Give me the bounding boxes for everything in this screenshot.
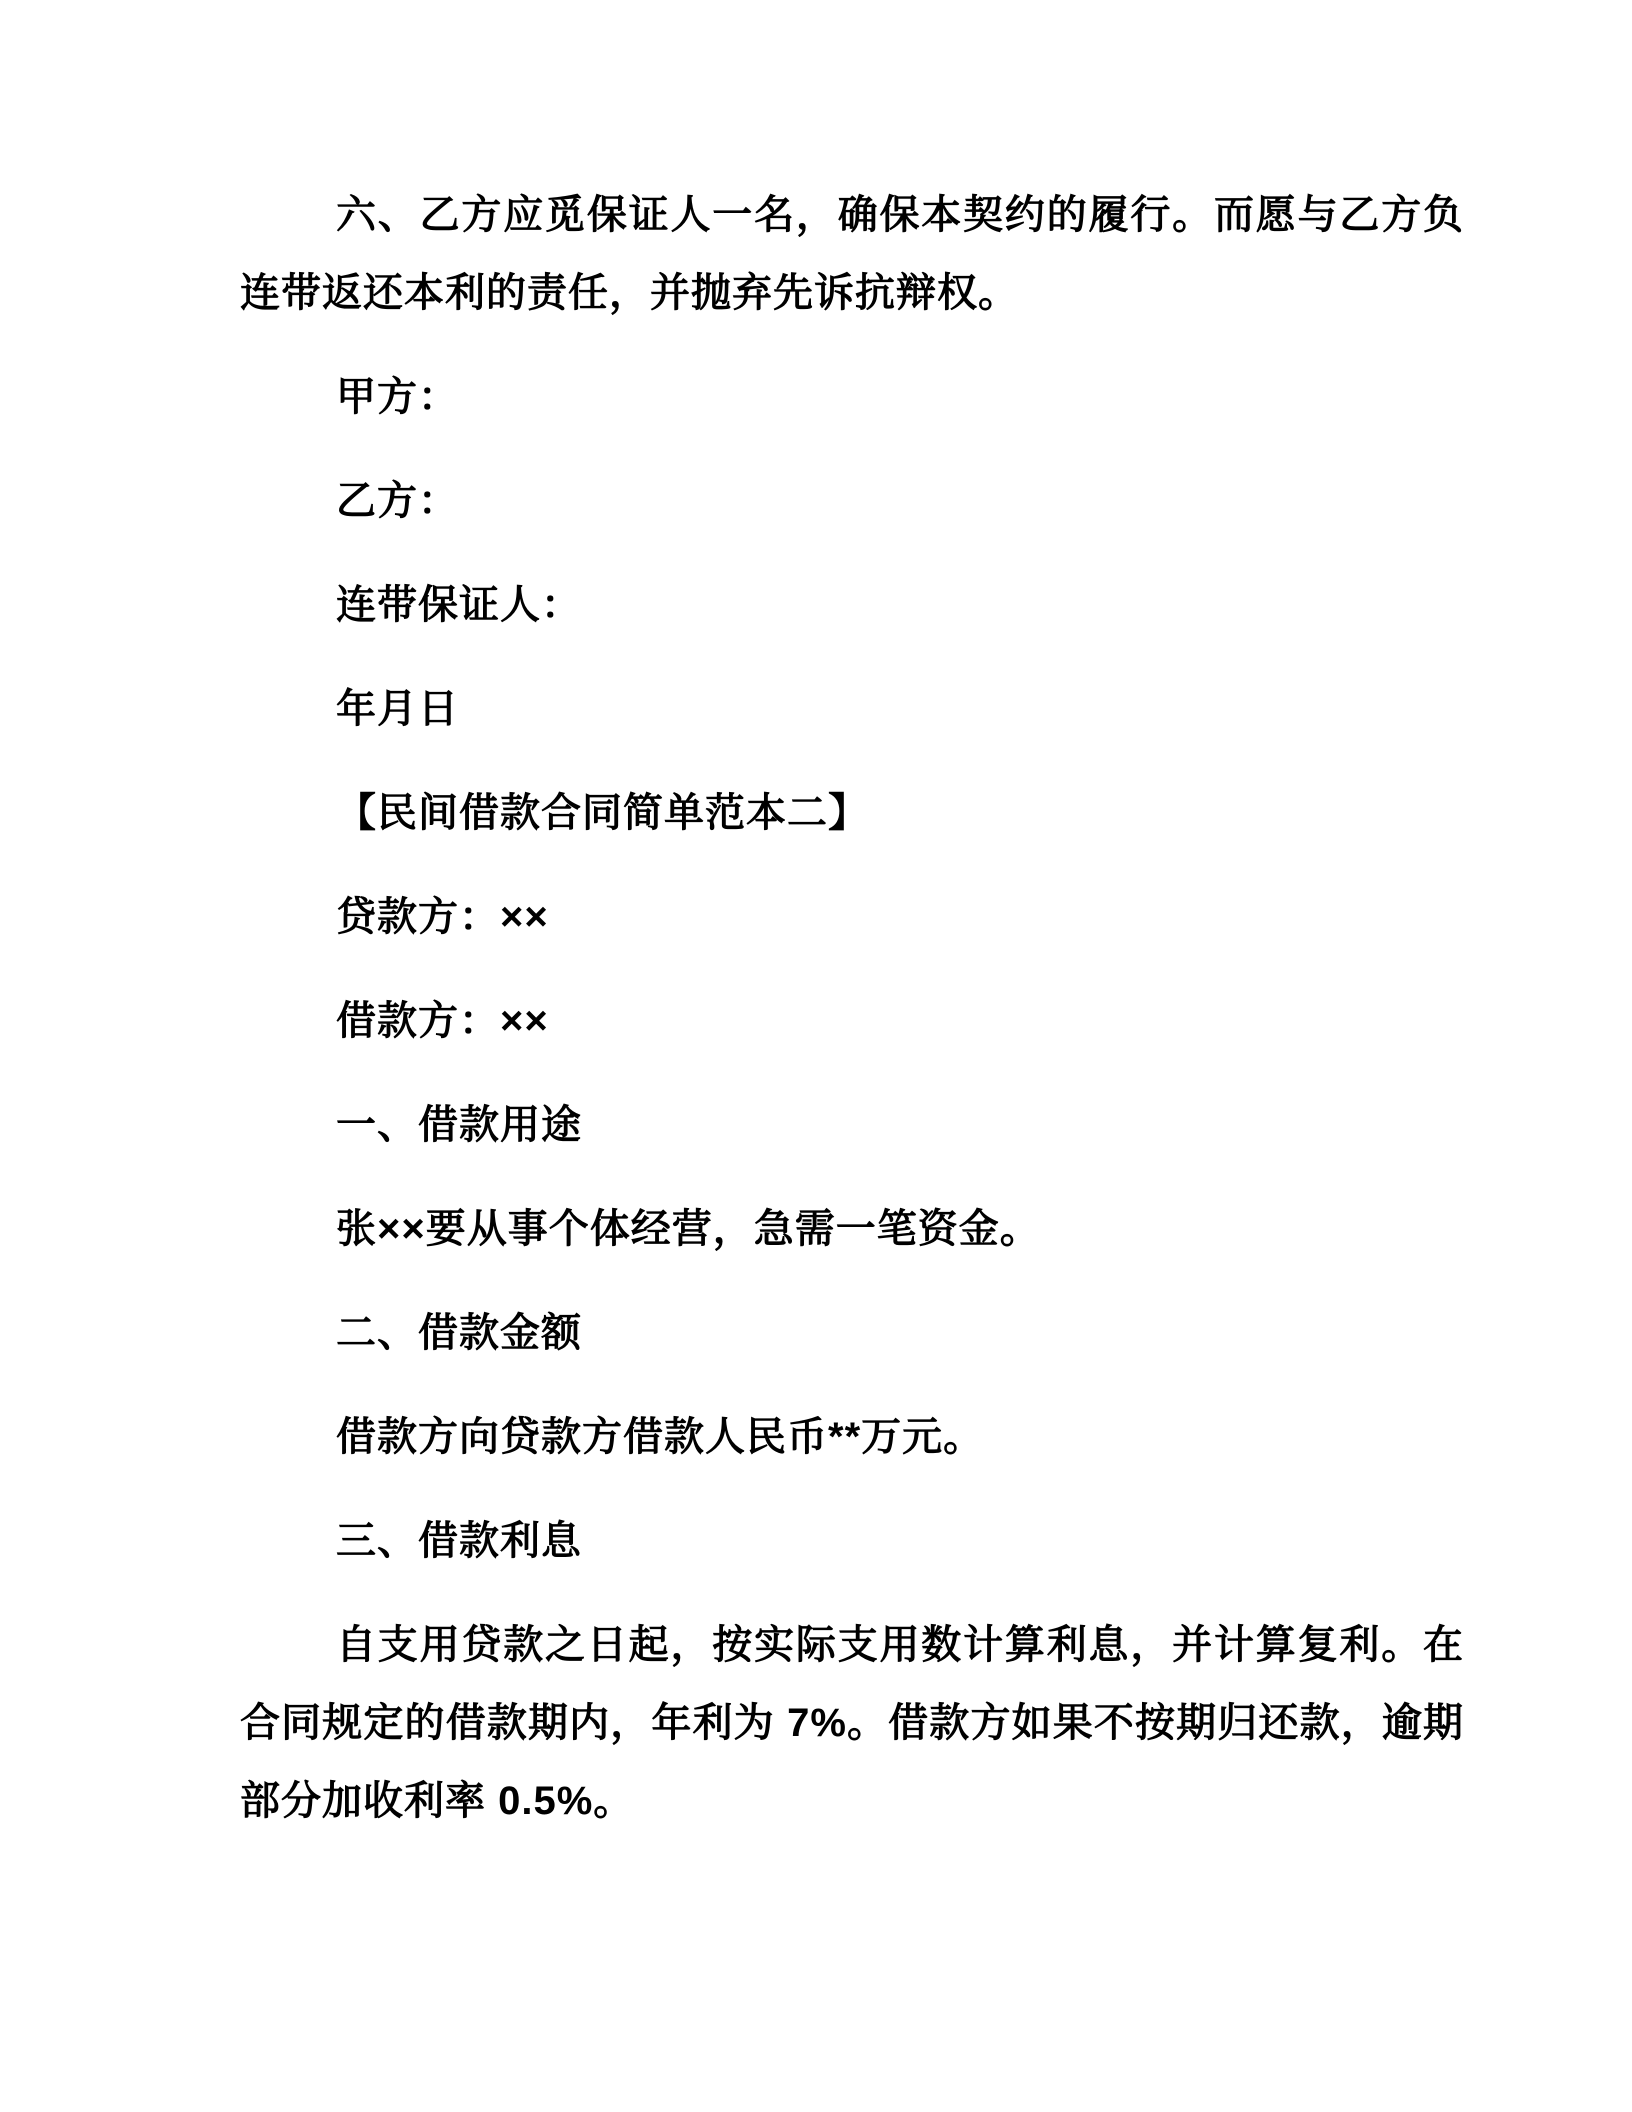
paragraph-date-line: 年月日 xyxy=(336,687,459,731)
paragraph-template-two-title: 【民间借款合同简单范本二】 xyxy=(336,791,869,835)
paragraph-party-b-signature-line: 乙方： xyxy=(336,479,459,523)
paragraph-borrower-line: 借款方：×× xyxy=(336,999,549,1043)
paragraph-section-three-body: 自支用贷款之日起，按实际支用数计算利息，并计算复利。在合同规定的借款期内，年利为 7%。借款方如果不按期归还款，逾期部分加收利率 0.5%。 xyxy=(240,1623,1464,1823)
paragraph-section-one-heading: 一、借款用途 xyxy=(336,1103,582,1147)
paragraph-section-one-body: 张××要从事个体经营，急需一笔资金。 xyxy=(336,1207,1041,1251)
paragraph-joint-guarantor-signature-line: 连带保证人： xyxy=(336,583,582,627)
paragraph-party-a-signature-line: 甲方： xyxy=(336,375,459,419)
paragraph-section-three-heading: 三、借款利息 xyxy=(336,1519,582,1563)
paragraph-section-two-heading: 二、借款金额 xyxy=(336,1311,582,1355)
paragraph-clause-six-guarantor: 六、乙方应觅保证人一名，确保本契约的履行。而愿与乙方负连带返还本利的责任，并抛弃先诉抗辩权。 xyxy=(240,193,1464,315)
paragraph-section-two-body: 借款方向贷款方借款人民币**万元。 xyxy=(336,1415,985,1459)
paragraph-lender-line: 贷款方：×× xyxy=(336,895,549,939)
